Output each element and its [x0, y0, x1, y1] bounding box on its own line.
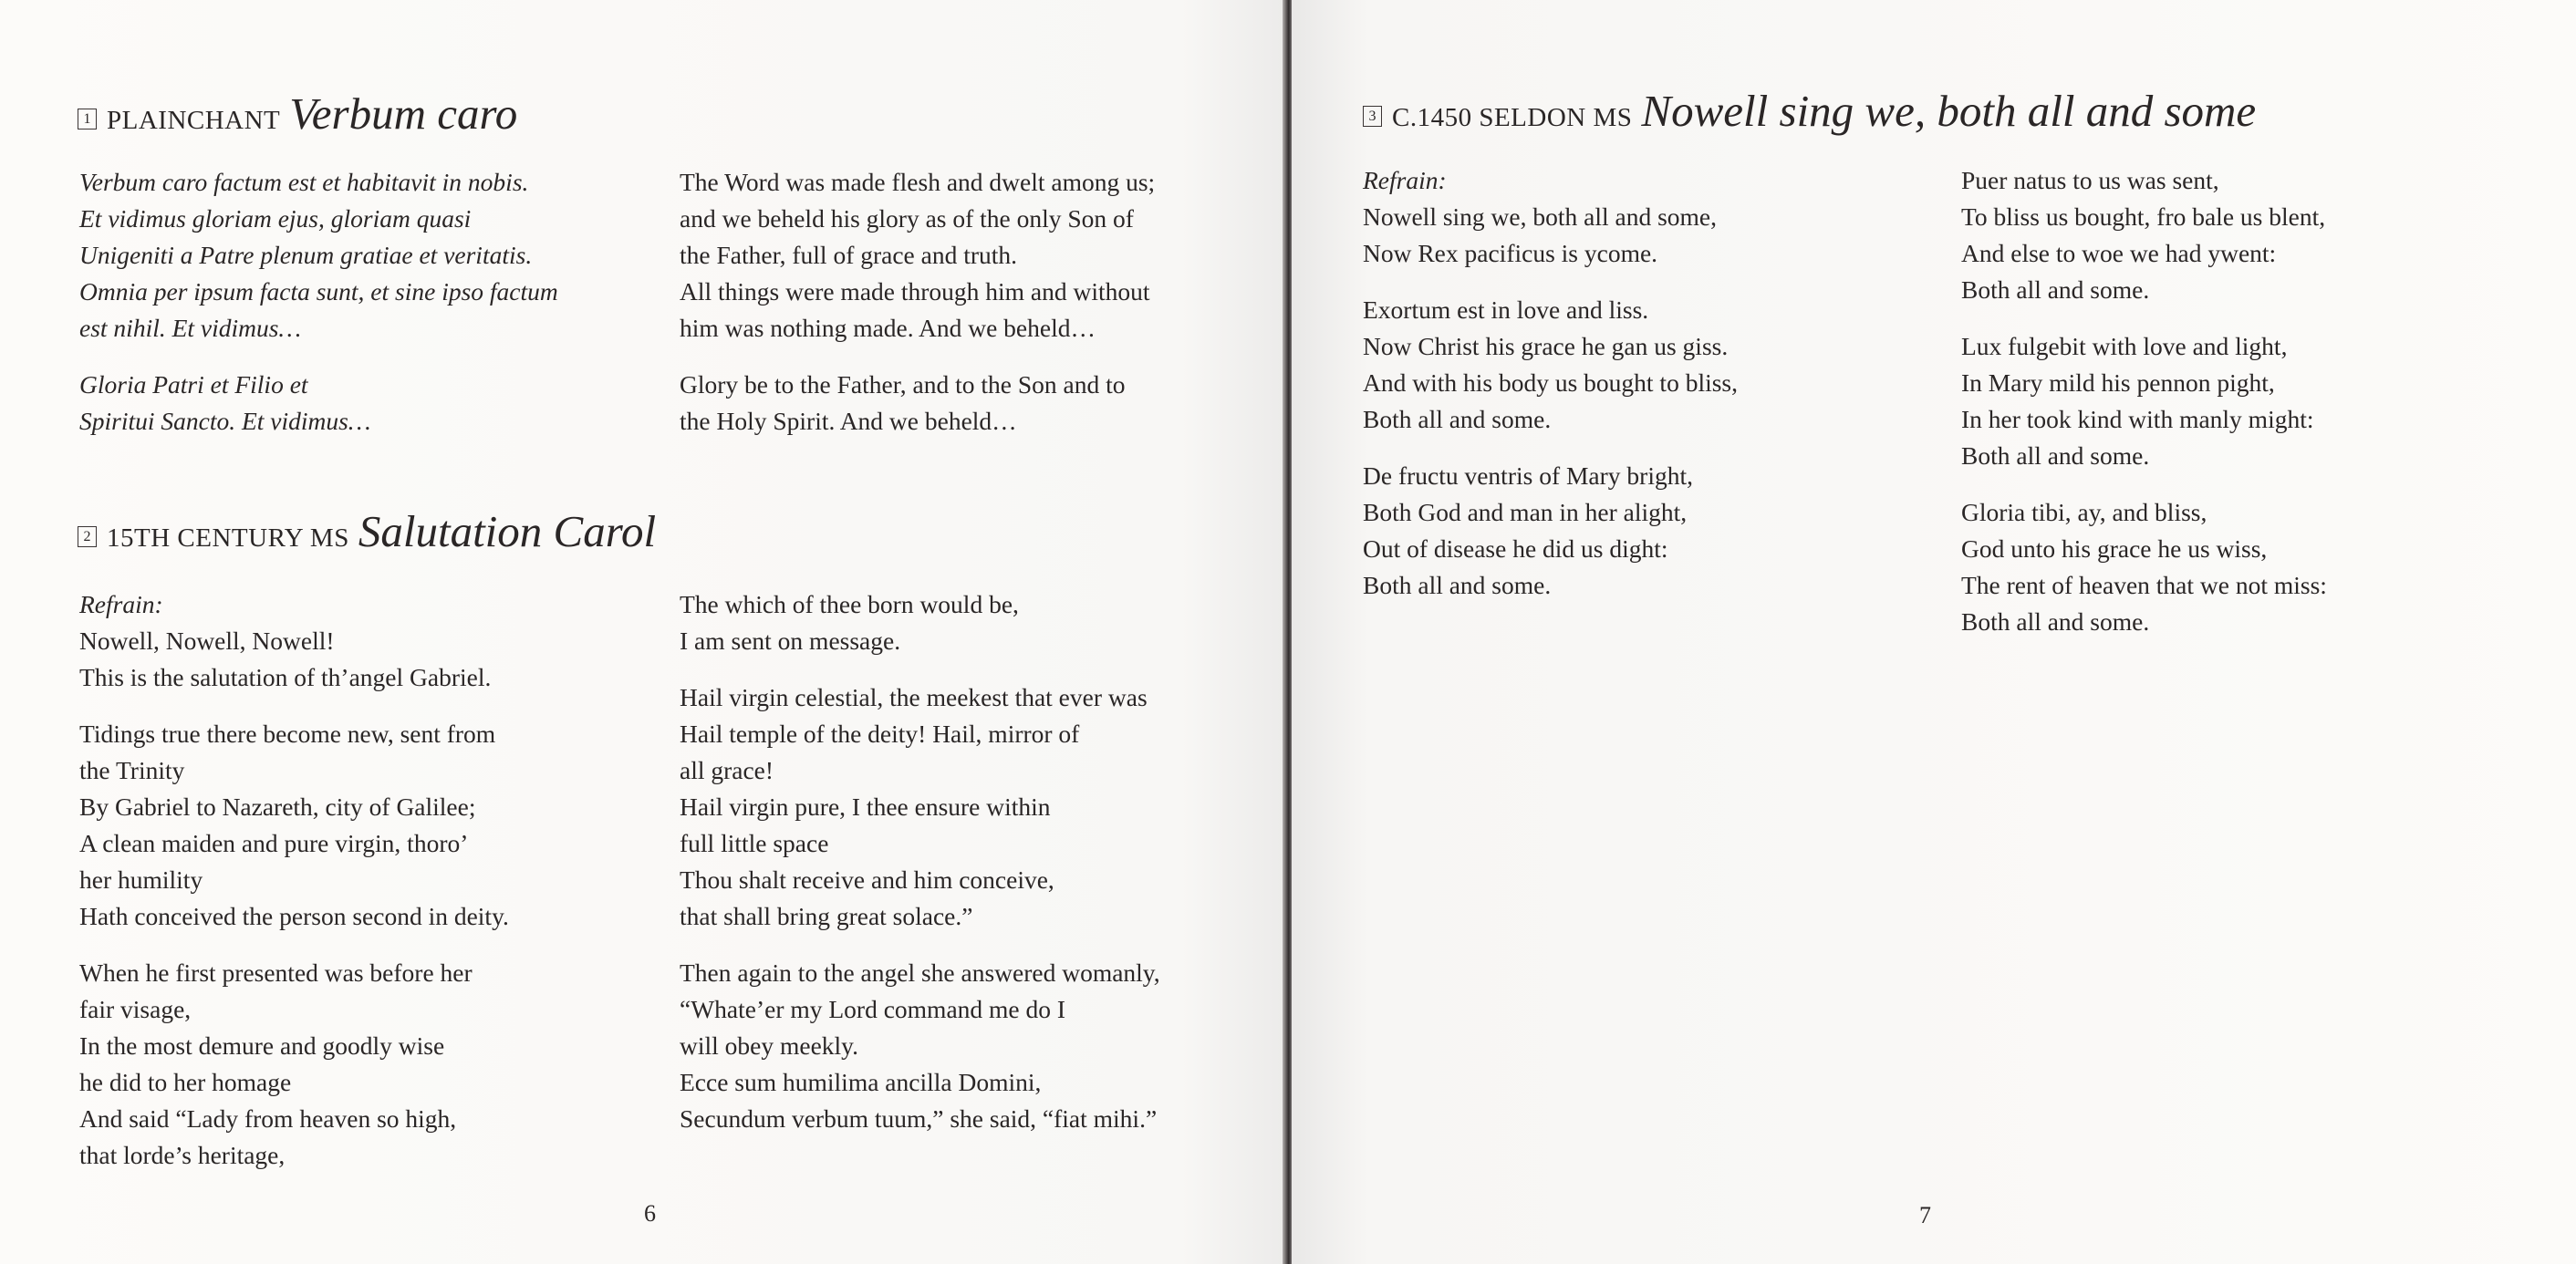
line: In the most demure and goodly wise	[79, 1031, 445, 1060]
stanza	[79, 367, 558, 440]
stanza	[79, 586, 509, 696]
nowell-column-2	[1961, 162, 2327, 660]
refrain-label: Refrain:	[79, 590, 163, 618]
section-2-title: Salutation Carol	[358, 506, 657, 556]
section-1-title: Verbum caro	[289, 88, 518, 139]
stanza	[1363, 292, 1738, 438]
section-3-title: Nowell sing we, both all and some	[1641, 86, 2257, 136]
line: By Gabriel to Nazareth, city of Galilee;	[79, 793, 476, 821]
line: Now Christ his grace he gan us giss.	[1363, 332, 1729, 360]
verbum-latin-column	[79, 164, 558, 460]
line: Gloria tibi, ay, and bliss,	[1961, 498, 2207, 526]
line: Both all and some.	[1961, 607, 2150, 636]
page-number-left: 6	[644, 1200, 656, 1227]
line: The Word was made flesh and dwelt among us;	[680, 168, 1156, 196]
right-page	[1292, 0, 2576, 1264]
line: Hail virgin pure, I thee ensure within	[680, 793, 1051, 821]
line: est nihil. Et vidimus…	[79, 314, 301, 342]
line: Then again to the angel she answered womanly,	[680, 958, 1160, 987]
stanza	[680, 679, 1160, 935]
line: Both all and some.	[1961, 441, 2150, 470]
line: In Mary mild his pennon pight,	[1961, 368, 2275, 397]
stanza	[680, 586, 1160, 659]
line: Both all and some.	[1363, 405, 1552, 433]
section-2-heading	[78, 506, 657, 556]
stanza	[1961, 328, 2327, 474]
stanza	[79, 716, 509, 935]
line: To bliss us bought, fro bale us blent,	[1961, 202, 2326, 231]
section-1-number: 1	[78, 109, 97, 130]
line: Out of disease he did us dight:	[1363, 534, 1668, 563]
line: A clean maiden and pure virgin, thoro’	[79, 829, 469, 857]
line: Verbum caro factum est et habitavit in nobis.	[79, 168, 529, 196]
salutation-column-2	[680, 586, 1160, 1157]
stanza	[1363, 458, 1738, 604]
line: full little space	[680, 829, 829, 857]
line: her humility	[79, 865, 203, 894]
line: “Whate’er my Lord command me do I	[680, 995, 1066, 1023]
line: the Father, full of grace and truth.	[680, 241, 1018, 269]
stanza	[680, 955, 1160, 1137]
line: All things were made through him and without	[680, 277, 1150, 306]
line: Puer natus to us was sent,	[1961, 166, 2219, 194]
line: Hath conceived the person second in deity.	[79, 902, 509, 930]
line: Both all and some.	[1961, 275, 2150, 304]
line: Lux fulgebit with love and light,	[1961, 332, 2288, 360]
line: the Holy Spirit. And we beheld…	[680, 407, 1017, 435]
line: And else to woe we had ywent:	[1961, 239, 2277, 267]
stanza	[79, 955, 509, 1174]
line: Both all and some.	[1363, 571, 1552, 599]
line: Thou shalt receive and him conceive,	[680, 865, 1054, 894]
section-3-number: 3	[1363, 106, 1382, 127]
line: I am sent on message.	[680, 627, 901, 655]
stanza	[1363, 162, 1738, 272]
line: Unigeniti a Patre plenum gratiae et veritatis.	[79, 241, 533, 269]
line: Et vidimus gloriam ejus, gloriam quasi	[79, 204, 472, 233]
line: that lorde’s heritage,	[79, 1141, 286, 1169]
section-2-source: 15TH CENTURY MS	[107, 523, 349, 553]
line: Secundum verbum tuum,” she said, “fiat mihi.”	[680, 1104, 1158, 1133]
nowell-column-1	[1363, 162, 1738, 624]
line: God unto his grace he us wiss,	[1961, 534, 2268, 563]
line: Exortum est in love and liss.	[1363, 295, 1649, 324]
left-page	[0, 0, 1284, 1264]
section-2-number: 2	[78, 526, 97, 547]
verbum-english-column	[680, 164, 1155, 460]
section-1-source: PLAINCHANT	[107, 106, 281, 135]
line: This is the salutation of th’angel Gabriel.	[79, 663, 492, 691]
line: fair visage,	[79, 995, 192, 1023]
line: the Trinity	[79, 756, 185, 784]
line: Hail virgin celestial, the meekest that ever was	[680, 683, 1148, 711]
line: Tidings true there become new, sent from	[79, 720, 496, 748]
line: and we beheld his glory as of the only Son of	[680, 204, 1134, 233]
line: Ecce sum humilima ancilla Domini,	[680, 1068, 1042, 1096]
stanza	[1961, 494, 2327, 640]
stanza	[680, 367, 1155, 440]
page-number-right: 7	[1919, 1202, 1931, 1228]
line: Both God and man in her alight,	[1363, 498, 1688, 526]
line: Spiritui Sancto. Et vidimus…	[79, 407, 371, 435]
line: Glory be to the Father, and to the Son and to	[680, 370, 1126, 399]
line: In her took kind with manly might:	[1961, 405, 2314, 433]
line: him was nothing made. And we beheld…	[680, 314, 1096, 342]
salutation-column-1	[79, 586, 509, 1194]
line: Hail temple of the deity! Hail, mirror of	[680, 720, 1080, 748]
line: And with his body us bought to bliss,	[1363, 368, 1739, 397]
line: Nowell, Nowell, Nowell!	[79, 627, 335, 655]
line: The which of thee born would be,	[680, 590, 1019, 618]
line: Now Rex pacificus is ycome.	[1363, 239, 1658, 267]
line: that shall bring great solace.”	[680, 902, 973, 930]
stanza	[79, 164, 558, 347]
line: will obey meekly.	[680, 1031, 859, 1060]
line: When he first presented was before her	[79, 958, 473, 987]
line: And said “Lady from heaven so high,	[79, 1104, 457, 1133]
line: The rent of heaven that we not miss:	[1961, 571, 2327, 599]
section-1-heading	[78, 88, 518, 139]
line: Nowell sing we, both all and some,	[1363, 202, 1717, 231]
section-3-heading	[1363, 86, 2257, 136]
stanza	[680, 164, 1155, 347]
line: he did to her homage	[79, 1068, 292, 1096]
line: all grace!	[680, 756, 774, 784]
line: Omnia per ipsum facta sunt, et sine ipso factum	[79, 277, 558, 306]
refrain-label: Refrain:	[1363, 166, 1447, 194]
section-3-source: C.1450 SELDON MS	[1392, 103, 1633, 132]
stanza	[1961, 162, 2327, 308]
line: Gloria Patri et Filio et	[79, 370, 308, 399]
line: De fructu ventris of Mary bright,	[1363, 461, 1693, 490]
